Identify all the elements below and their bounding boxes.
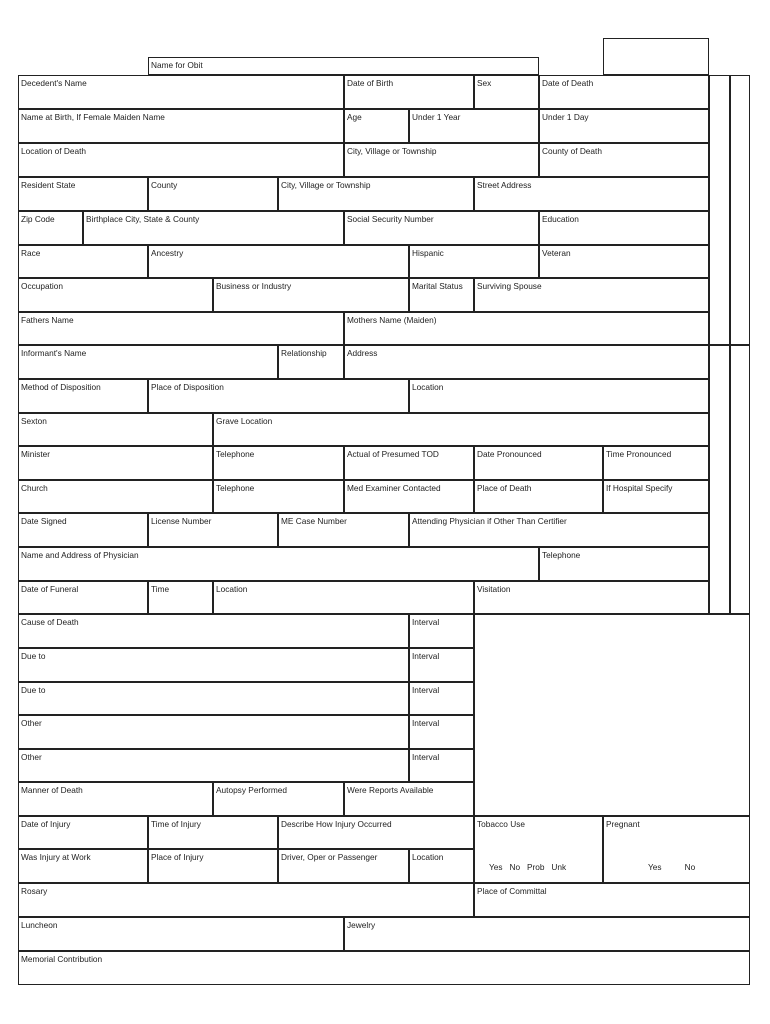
cause-interval-field[interactable] bbox=[409, 614, 474, 648]
mothers-name-label: Mothers Name (Maiden) bbox=[347, 315, 437, 325]
resident-city-field[interactable] bbox=[278, 177, 474, 211]
due-to-2-label: Due to bbox=[21, 685, 46, 695]
street-address-label: Street Address bbox=[477, 180, 532, 190]
other-2-interval-label: Interval bbox=[412, 752, 440, 762]
luncheon-label: Luncheon bbox=[21, 920, 58, 930]
describe-injury-label: Describe How Injury Occurred bbox=[281, 819, 392, 829]
memorial-contribution-field[interactable] bbox=[18, 951, 750, 985]
ssn-label: Social Security Number bbox=[347, 214, 434, 224]
under-1-year-label: Under 1 Year bbox=[412, 112, 461, 122]
education-field[interactable] bbox=[539, 211, 709, 245]
time-pronounced-label: Time Pronounced bbox=[606, 449, 672, 459]
tobacco-use-label: Tobacco Use bbox=[477, 819, 525, 829]
occupation-label: Occupation bbox=[21, 281, 63, 291]
due-to-interval-label: Interval bbox=[412, 651, 440, 661]
decedents-name-label: Decedent's Name bbox=[21, 78, 87, 88]
cause-of-death-label: Cause of Death bbox=[21, 617, 79, 627]
location-of-death-field[interactable] bbox=[18, 143, 344, 177]
due-to-2-interval-field[interactable] bbox=[409, 682, 474, 715]
place-of-death-label: Place of Death bbox=[477, 483, 532, 493]
minister-field[interactable] bbox=[18, 446, 213, 480]
age-field[interactable] bbox=[344, 109, 409, 143]
injury-location-field[interactable] bbox=[409, 849, 474, 883]
name-at-birth-field[interactable] bbox=[18, 109, 344, 143]
marital-status-field[interactable] bbox=[409, 278, 474, 312]
surviving-spouse-label: Surviving Spouse bbox=[477, 281, 542, 291]
cause-of-death-field[interactable] bbox=[18, 614, 409, 648]
method-of-disposition-field[interactable] bbox=[18, 379, 148, 413]
tobacco-options[interactable]: Yes No Prob Unk bbox=[489, 862, 567, 872]
manner-of-death-field[interactable] bbox=[18, 782, 213, 816]
relationship-label: Relationship bbox=[281, 348, 327, 358]
church-telephone-field[interactable] bbox=[213, 480, 344, 513]
injury-location-label: Location bbox=[412, 852, 444, 862]
birthplace-field[interactable] bbox=[83, 211, 344, 245]
funeral-location-label: Location bbox=[216, 584, 248, 594]
med-examiner-contacted-field[interactable] bbox=[344, 480, 474, 513]
tobacco-use-field[interactable] bbox=[474, 816, 603, 883]
side-strip-upper-right bbox=[730, 75, 750, 345]
driver-oper-passenger-field[interactable] bbox=[278, 849, 409, 883]
attending-physician-field[interactable] bbox=[409, 513, 709, 547]
date-signed-field[interactable] bbox=[18, 513, 148, 547]
side-strip-upper bbox=[709, 75, 730, 345]
street-address-field[interactable] bbox=[474, 177, 709, 211]
race-label: Race bbox=[21, 248, 41, 258]
date-of-birth-label: Date of Birth bbox=[347, 78, 394, 88]
actual-presumed-tod-field[interactable] bbox=[344, 446, 474, 480]
pregnant-field[interactable] bbox=[603, 816, 750, 883]
sex-field[interactable] bbox=[474, 75, 539, 109]
injury-at-work-label: Was Injury at Work bbox=[21, 852, 91, 862]
address-field[interactable] bbox=[344, 345, 709, 379]
method-of-disposition-label: Method of Disposition bbox=[21, 382, 101, 392]
due-to-2-interval-label: Interval bbox=[412, 685, 440, 695]
veteran-label: Veteran bbox=[542, 248, 571, 258]
time-of-injury-label: Time of Injury bbox=[151, 819, 201, 829]
funeral-location-field[interactable] bbox=[213, 581, 474, 614]
fathers-name-label: Fathers Name bbox=[21, 315, 74, 325]
autopsy-performed-field[interactable] bbox=[213, 782, 344, 816]
me-case-number-field[interactable] bbox=[278, 513, 409, 547]
age-label: Age bbox=[347, 112, 362, 122]
informants-name-field[interactable] bbox=[18, 345, 278, 379]
jewelry-field[interactable] bbox=[344, 917, 750, 951]
pregnant-options[interactable]: Yes No bbox=[648, 862, 696, 872]
under-1-day-field[interactable] bbox=[539, 109, 709, 143]
church-label: Church bbox=[21, 483, 48, 493]
relationship-field[interactable] bbox=[278, 345, 344, 379]
cause-notes-box bbox=[474, 614, 750, 816]
county-field[interactable] bbox=[148, 177, 278, 211]
date-pronounced-field[interactable] bbox=[474, 446, 603, 480]
date-pronounced-label: Date Pronounced bbox=[477, 449, 542, 459]
church-telephone-label: Telephone bbox=[216, 483, 255, 493]
place-of-injury-label: Place of Injury bbox=[151, 852, 204, 862]
side-strip-lower bbox=[709, 345, 730, 614]
other-field[interactable] bbox=[18, 715, 409, 749]
minister-telephone-field[interactable] bbox=[213, 446, 344, 480]
sex-label: Sex bbox=[477, 78, 492, 88]
disposition-location-field[interactable] bbox=[409, 379, 709, 413]
place-of-disposition-field[interactable] bbox=[148, 379, 409, 413]
memorial-contribution-label: Memorial Contribution bbox=[21, 954, 103, 964]
autopsy-performed-label: Autopsy Performed bbox=[216, 785, 288, 795]
hispanic-field[interactable] bbox=[409, 245, 539, 278]
manner-of-death-label: Manner of Death bbox=[21, 785, 83, 795]
place-of-committal-field[interactable] bbox=[474, 883, 750, 917]
name-at-birth-label: Name at Birth, If Female Maiden Name bbox=[21, 112, 165, 122]
describe-injury-field[interactable] bbox=[278, 816, 474, 849]
education-label: Education bbox=[542, 214, 579, 224]
luncheon-field[interactable] bbox=[18, 917, 344, 951]
ancestry-label: Ancestry bbox=[151, 248, 184, 258]
surviving-spouse-field[interactable] bbox=[474, 278, 709, 312]
race-field[interactable] bbox=[18, 245, 148, 278]
hispanic-label: Hispanic bbox=[412, 248, 444, 258]
place-of-injury-field[interactable] bbox=[148, 849, 278, 883]
sexton-label: Sexton bbox=[21, 416, 47, 426]
due-to-2-field[interactable] bbox=[18, 682, 409, 715]
cause-interval-label: Interval bbox=[412, 617, 440, 627]
place-of-committal-label: Place of Committal bbox=[477, 886, 547, 896]
sexton-field[interactable] bbox=[18, 413, 213, 446]
rosary-field[interactable] bbox=[18, 883, 474, 917]
physician-telephone-label: Telephone bbox=[542, 550, 581, 560]
med-examiner-contacted-label: Med Examiner Contacted bbox=[347, 483, 441, 493]
due-to-field[interactable] bbox=[18, 648, 409, 682]
ssn-field[interactable] bbox=[344, 211, 539, 245]
date-of-injury-field[interactable] bbox=[18, 816, 148, 849]
grave-location-field[interactable] bbox=[213, 413, 709, 446]
county-of-death-field[interactable] bbox=[539, 143, 709, 177]
were-reports-available-field[interactable] bbox=[344, 782, 474, 816]
place-of-death-field[interactable] bbox=[474, 480, 603, 513]
business-industry-field[interactable] bbox=[213, 278, 409, 312]
if-hospital-specify-field[interactable] bbox=[603, 480, 709, 513]
attending-physician-label: Attending Physician if Other Than Certifier bbox=[412, 516, 567, 526]
church-field[interactable] bbox=[18, 480, 213, 513]
time-pronounced-field[interactable] bbox=[603, 446, 709, 480]
zip-code-field[interactable] bbox=[18, 211, 83, 245]
ancestry-field[interactable] bbox=[148, 245, 409, 278]
under-1-year-field[interactable] bbox=[409, 109, 539, 143]
location-of-death-label: Location of Death bbox=[21, 146, 87, 156]
time-of-injury-field[interactable] bbox=[148, 816, 278, 849]
pregnant-label: Pregnant bbox=[606, 819, 640, 829]
date-of-death-field[interactable] bbox=[539, 75, 709, 109]
date-signed-label: Date Signed bbox=[21, 516, 67, 526]
date-of-funeral-field[interactable] bbox=[18, 581, 148, 614]
zip-code-label: Zip Code bbox=[21, 214, 55, 224]
funeral-time-field[interactable] bbox=[148, 581, 213, 614]
other-2-interval-field[interactable] bbox=[409, 749, 474, 782]
resident-state-field[interactable] bbox=[18, 177, 148, 211]
other-interval-field[interactable] bbox=[409, 715, 474, 749]
visitation-label: Visitation bbox=[477, 584, 511, 594]
decedents-name-field[interactable] bbox=[18, 75, 344, 109]
due-to-interval-field[interactable] bbox=[409, 648, 474, 682]
place-of-disposition-label: Place of Disposition bbox=[151, 382, 224, 392]
under-1-day-label: Under 1 Day bbox=[542, 112, 589, 122]
actual-presumed-tod-label: Actual of Presumed TOD bbox=[347, 449, 439, 459]
date-of-injury-label: Date of Injury bbox=[21, 819, 71, 829]
date-of-death-label: Date of Death bbox=[542, 78, 594, 88]
occupation-field[interactable] bbox=[18, 278, 213, 312]
minister-label: Minister bbox=[21, 449, 51, 459]
name-address-physician-field[interactable] bbox=[18, 547, 539, 581]
minister-telephone-label: Telephone bbox=[216, 449, 255, 459]
me-case-number-label: ME Case Number bbox=[281, 516, 347, 526]
resident-city-label: City, Village or Township bbox=[281, 180, 371, 190]
name-address-physician-label: Name and Address of Physician bbox=[21, 550, 139, 560]
other-2-label: Other bbox=[21, 752, 42, 762]
address-label: Address bbox=[347, 348, 378, 358]
were-reports-available-label: Were Reports Available bbox=[347, 785, 434, 795]
other-2-field[interactable] bbox=[18, 749, 409, 782]
date-of-funeral-label: Date of Funeral bbox=[21, 584, 79, 594]
city-village-township-label: City, Village or Township bbox=[347, 146, 437, 156]
visitation-field[interactable] bbox=[474, 581, 709, 614]
side-strip-lower-right bbox=[730, 345, 750, 614]
injury-at-work-field[interactable] bbox=[18, 849, 148, 883]
informants-name-label: Informant's Name bbox=[21, 348, 87, 358]
city-village-township-field[interactable] bbox=[344, 143, 539, 177]
birthplace-label: Birthplace City, State & County bbox=[86, 214, 200, 224]
mothers-name-field[interactable] bbox=[344, 312, 709, 345]
rosary-label: Rosary bbox=[21, 886, 48, 896]
grave-location-label: Grave Location bbox=[216, 416, 273, 426]
corner-box bbox=[603, 38, 709, 75]
county-label: County bbox=[151, 180, 178, 190]
driver-oper-passenger-label: Driver, Oper or Passenger bbox=[281, 852, 378, 862]
name-for-obit-field[interactable] bbox=[148, 57, 539, 75]
license-number-field[interactable] bbox=[148, 513, 278, 547]
date-of-birth-field[interactable] bbox=[344, 75, 474, 109]
name-for-obit-label: Name for Obit bbox=[151, 60, 203, 70]
marital-status-label: Marital Status bbox=[412, 281, 463, 291]
physician-telephone-field[interactable] bbox=[539, 547, 709, 581]
funeral-time-label: Time bbox=[151, 584, 170, 594]
veteran-field[interactable] bbox=[539, 245, 709, 278]
jewelry-label: Jewelry bbox=[347, 920, 376, 930]
business-industry-label: Business or Industry bbox=[216, 281, 292, 291]
resident-state-label: Resident State bbox=[21, 180, 76, 190]
other-interval-label: Interval bbox=[412, 718, 440, 728]
if-hospital-specify-label: If Hospital Specify bbox=[606, 483, 673, 493]
fathers-name-field[interactable] bbox=[18, 312, 344, 345]
county-of-death-label: County of Death bbox=[542, 146, 602, 156]
due-to-label: Due to bbox=[21, 651, 46, 661]
other-label: Other bbox=[21, 718, 42, 728]
disposition-location-label: Location bbox=[412, 382, 444, 392]
license-number-label: License Number bbox=[151, 516, 212, 526]
